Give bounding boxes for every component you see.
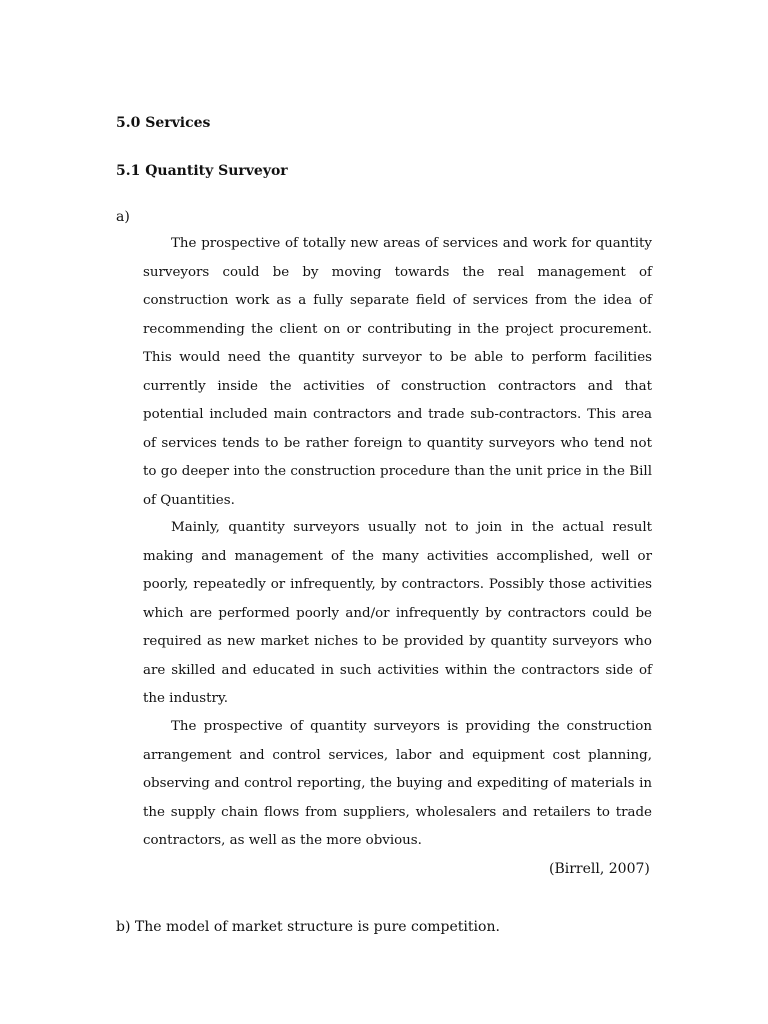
citation: (Birrell, 2007) [549, 861, 650, 877]
part-a-label: a) [116, 209, 130, 225]
paragraph: Mainly, quantity surveyors usually not to join in the actual result making and management of the many activities accomplished, well or poorly, repeatedly or infrequently, by contractors. Possibly those activities which are performed poorly and/or infrequently by contractors could be required as new market niches to be provided by quantity surveyors who are skilled and educated in such activities within the contractors side of the industry. [143, 520, 652, 706]
part-b-statement: b) The model of market structure is pure competition. [116, 919, 500, 935]
subsection-heading: 5.1 Quantity Surveyor [116, 163, 288, 179]
paragraph: The prospective of quantity surveyors is providing the construction arrangement and control services, labor and equipment cost planning, observing and control reporting, the buying and expediting of materials in the supply chain flows from suppliers, wholesalers and retailers to trade contractors, as well as the more obvious. [143, 719, 652, 848]
section-heading: 5.0 Services [116, 115, 211, 131]
paragraph: The prospective of totally new areas of services and work for quantity surveyors could be by moving towards the real management of construction work as a fully separate field of services from the idea of recommending the client on or contributing in the project procurement. This would need the quantity surveyor to be able to perform facilities currently inside the activities of construction contractors and that potential included main contractors and trade sub-contractors. This area of services tends to be rather foreign to quantity surveyors who tend not to go deeper into the construction procedure than the unit price in the Bill of Quantities. [143, 236, 652, 508]
